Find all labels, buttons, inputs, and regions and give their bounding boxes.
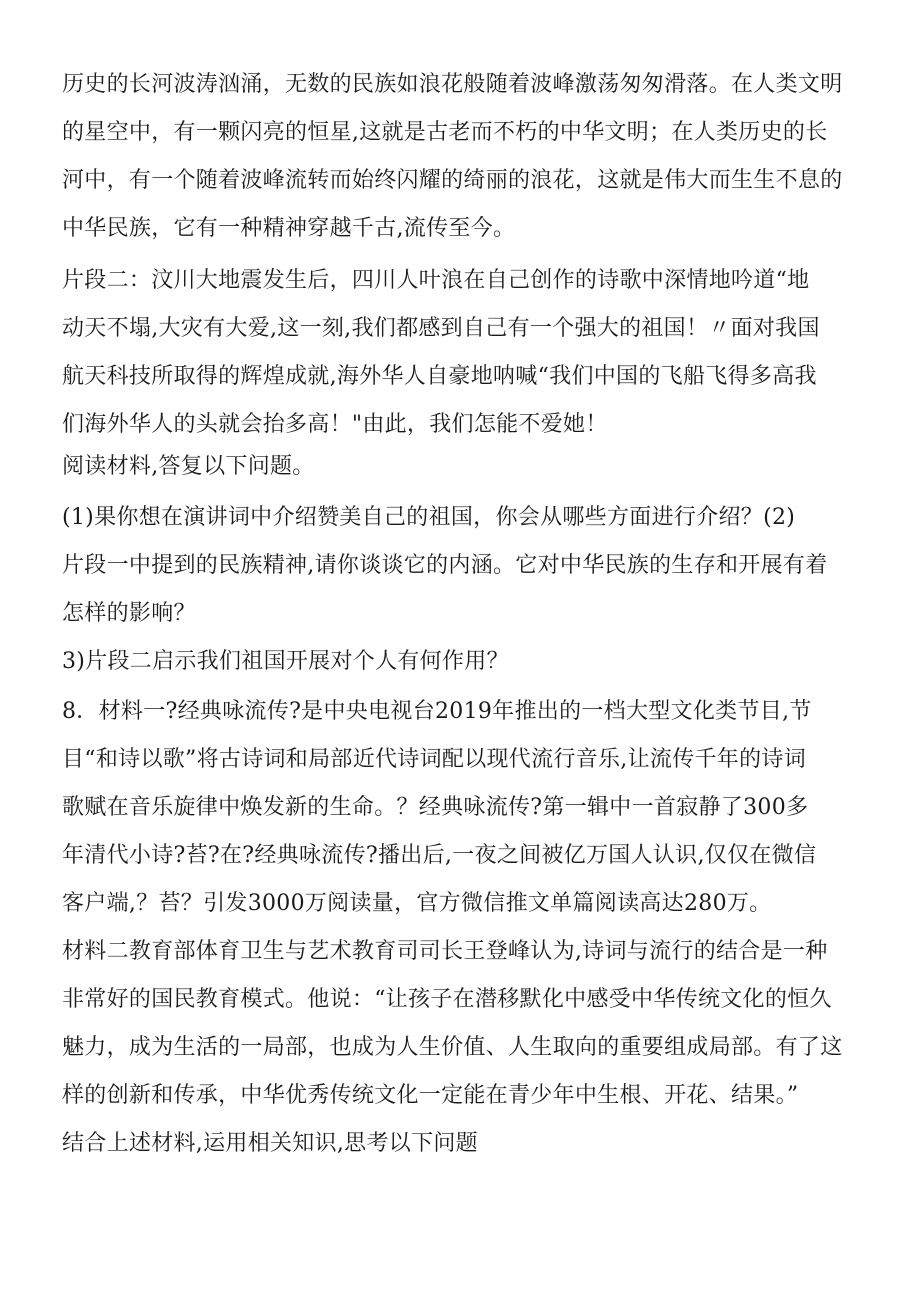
text-line: (1)果你想在演讲词中介绍赞美自己的祖国，你会从哪些方面进行介绍？(2)	[62, 505, 796, 530]
text-line: 片段二：汶川大地震发生后，四川人叶浪在自己创作的诗歌中深情地吟道“地	[62, 268, 810, 293]
text-line: 片段一中提到的民族精神,请你谈谈它的内涵。它对中华民族的生存和开展有着	[62, 553, 828, 578]
text-line: 历史的长河波涛汹涌，无数的民族如浪花般随着波峰激荡匆匆滑落。在人类文明	[62, 72, 843, 97]
text-line: 怎样的影响？	[62, 601, 196, 626]
text-line: 阅读材料,答复以下问题。	[62, 454, 315, 479]
text-line: 魅力，成为生活的一局部，也成为人生价值、人生取向的重要组成局部。有了这	[62, 1035, 843, 1060]
text-line: 目“和诗以歌”将古诗词和局部近代诗词配以现代流行音乐,让流传千年的诗词	[62, 747, 806, 772]
text-line: 河中，有一个随着波峰流转而始终闪耀的绮丽的浪花，这就是伟大而生生不息的	[62, 168, 843, 193]
text-line: 客户端,？苔？引发3000万阅读量，官方微信推文单篇阅读高达280万。	[62, 891, 772, 916]
text-line: 们海外华人的头就会抬多高！"由此，我们怎能不爱她！	[62, 412, 608, 437]
text-line: 非常好的国民教育模式。他说：“让孩子在潜移默化中感受中华传统文化的恒久	[62, 987, 832, 1012]
text-line: 的星空中，有一颗闪亮的恒星,这就是古老而不朽的中华文明；在人类历史的长	[62, 120, 828, 145]
text-line: 材料二教育部体育卫生与艺术教育司司长王登峰认为,诗词与流行的结合是一种	[62, 939, 828, 964]
text-line: 航天科技所取得的辉煌成就,海外华人自豪地呐喊“我们中国的飞船飞得多高我	[62, 364, 817, 389]
text-line: 动天不塌,大灾有大爱,这一刻,我们都感到自己有一个强大的祖国！〃面对我国	[62, 316, 820, 341]
text-line: 结合上述材料,运用相关知识,思考以下问题	[62, 1131, 478, 1156]
text-line: 年清代小诗?苔?在?经典咏流传?播出后,一夜之间被亿万国人认识,仅仅在微信	[62, 843, 817, 868]
text-line: 3)片段二启示我们祖国开展对个人有何作用？	[62, 649, 509, 674]
text-line: 样的创新和传承，中华优秀传统文化一定能在青少年中生根、开花、结果。”	[62, 1083, 799, 1108]
text-line: 中华民族，它有一种精神穿越千古,流传至今。	[62, 216, 516, 241]
text-line: 8．材料一?经典咏流传?是中央电视台2019年推出的一档大型文化类节目,节	[62, 699, 812, 724]
text-line: 歌赋在音乐旋律中焕发新的生命。？经典咏流传?第一辑中一首寂静了300多	[62, 795, 809, 820]
